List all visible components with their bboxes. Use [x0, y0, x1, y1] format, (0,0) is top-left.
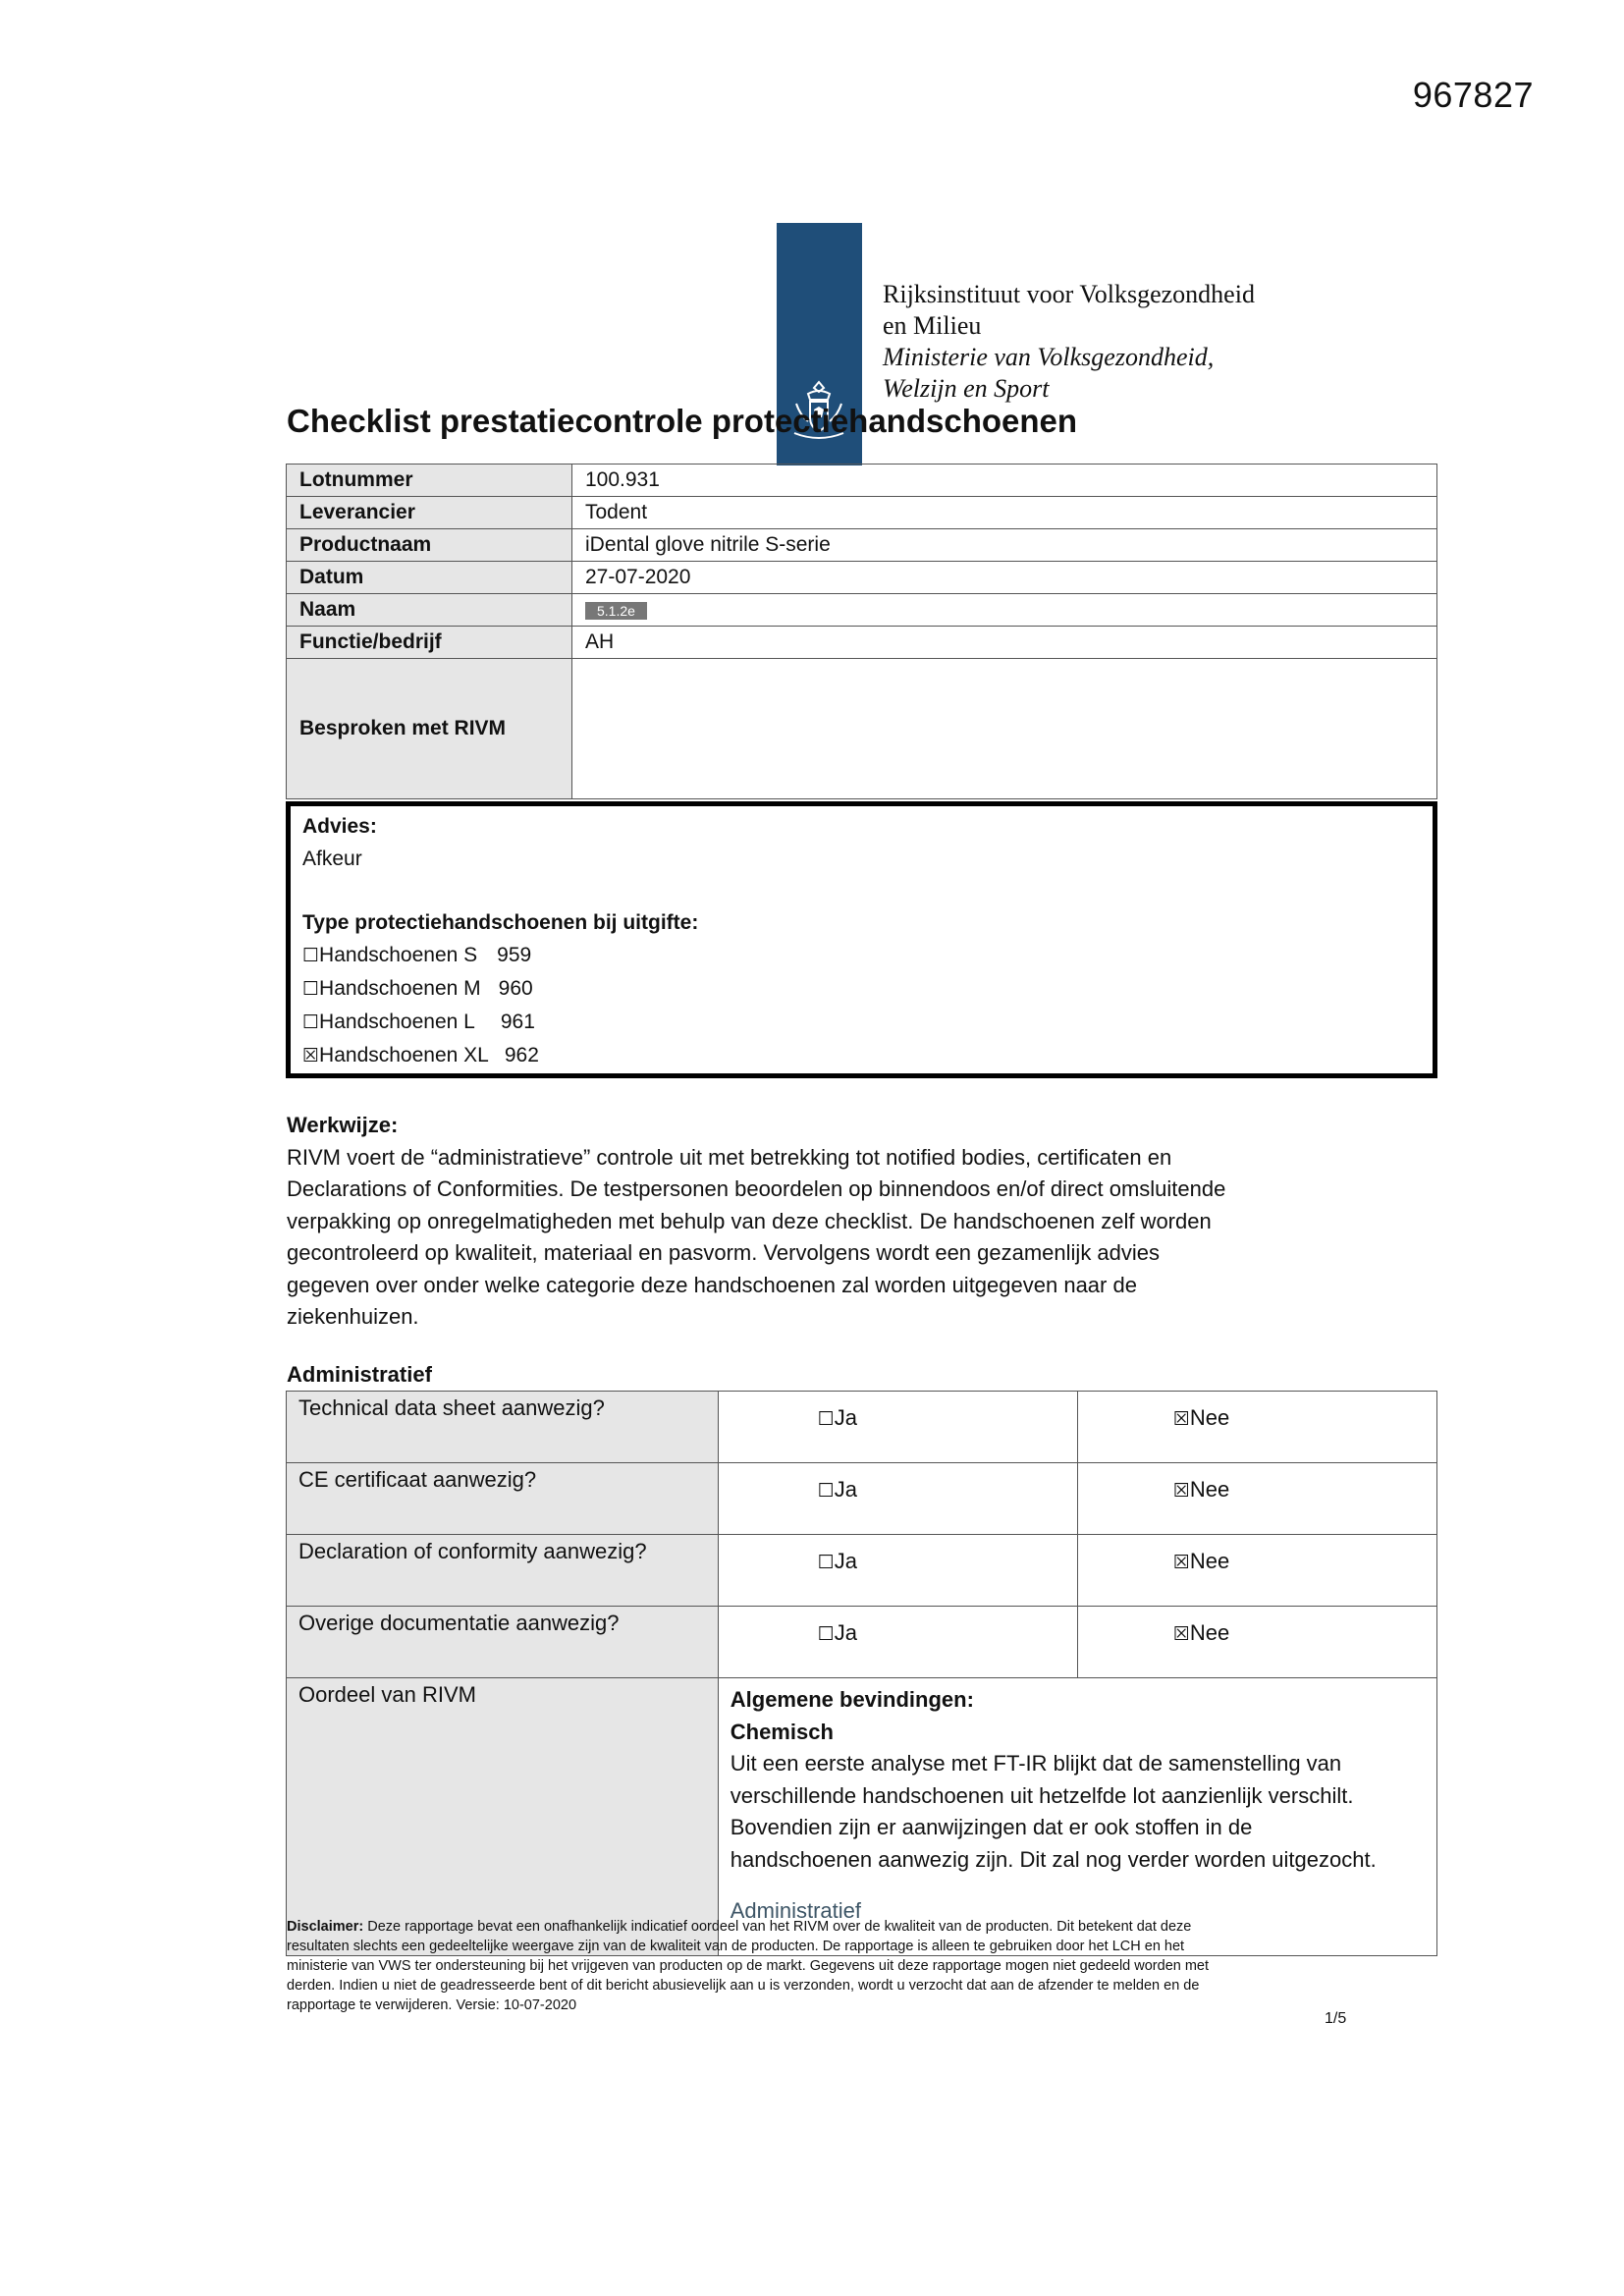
ja-label: Ja [834, 1405, 858, 1430]
glove-option-m [302, 972, 1421, 1006]
findings-line: Bovendien zijn er aanwijzingen dat er ook stoffen in de [730, 1815, 1253, 1839]
findings-line: handschoenen aanwezig zijn. Dit zal nog verder worden uitgezocht. [730, 1846, 1377, 1872]
nee-label: Nee [1189, 1477, 1230, 1502]
administratief-table [286, 1391, 1437, 1956]
advies-box [286, 801, 1437, 1078]
row-value [572, 659, 1437, 799]
row-value: Todent [572, 497, 1437, 529]
row-label: Datum [287, 562, 572, 594]
checkbox-checked-icon[interactable]: ☒ [302, 1045, 320, 1066]
option-ja [718, 1463, 1077, 1535]
question: Technical data sheet aanwezig? [287, 1392, 719, 1463]
disclaimer-line: rapportage te verwijderen. Versie: 10-07-2020 [287, 1997, 577, 2013]
table-row [287, 659, 1437, 799]
nee-label: Nee [1189, 1620, 1230, 1645]
page-title: Checklist prestatiecontrole protectiehandschoenen [287, 403, 1078, 439]
option-number: 961 [500, 1011, 535, 1033]
advies-label: Advies: [302, 815, 377, 838]
option-label: Handschoenen L [319, 1011, 475, 1033]
row-value [572, 594, 1437, 627]
table-row [287, 1463, 1437, 1535]
row-label: Productnaam [287, 529, 572, 562]
checkbox-icon[interactable]: ☐ [817, 1408, 835, 1430]
table-row [287, 1678, 1437, 1956]
row-label: Lotnummer [287, 465, 572, 497]
paragraph-line: gegeven over onder welke categorie deze handschoenen zal worden uitgegeven naar de [287, 1272, 1137, 1297]
row-label: Naam [287, 594, 572, 627]
disclaimer-line: resultaten slechts een gedeeltelijke weergave zijn van de kwaliteit van de producten. De rapportage is alleen te gebruiken door het LCH en het [287, 1939, 1185, 1954]
redaction-marker: 5.1.2e [585, 602, 647, 620]
checkbox-icon[interactable]: ☐ [302, 1011, 320, 1033]
ja-label: Ja [834, 1477, 858, 1502]
org-line-1: Rijksinstituut voor Volksgezondheid [883, 280, 1255, 308]
option-ja [718, 1392, 1077, 1463]
row-label: Besproken met RIVM [287, 659, 572, 799]
row-value: iDental glove nitrile S-serie [572, 529, 1437, 562]
checkbox-checked-icon[interactable]: ☒ [1172, 1408, 1190, 1430]
disclaimer-line: derden. Indien u niet de geadresseerde bent of dit bericht abusievelijk aan u is verzonden, wordt u verzocht dat aan de afzender te melden en de [287, 1978, 1200, 1994]
checkbox-checked-icon[interactable]: ☒ [1172, 1552, 1190, 1573]
checkbox-icon[interactable]: ☐ [817, 1623, 835, 1645]
advies-value: Afkeur [302, 847, 362, 870]
checkbox-icon[interactable]: ☐ [817, 1552, 835, 1573]
option-ja [718, 1607, 1077, 1678]
disclaimer-line: Deze rapportage bevat een onafhankelijk indicatief oordeel van het RIVM over de kwaliteit van de producten. Dit betekent dat deze [363, 1919, 1192, 1935]
option-label: Handschoenen XL [319, 1044, 489, 1066]
nee-label: Nee [1189, 1405, 1230, 1430]
table-row [287, 465, 1437, 497]
findings-heading: Algemene bevindingen: [730, 1687, 974, 1712]
paragraph-line: verpakking op onregelmatigheden met behulp van deze checklist. De handschoenen zelf worden [287, 1208, 1212, 1233]
paragraph-line: RIVM voert de “administratieve” controle uit met betrekking tot notified bodies, certificaten en [287, 1144, 1172, 1170]
row-label: Functie/bedrijf [287, 627, 572, 659]
glove-option-s [302, 939, 1421, 972]
nee-label: Nee [1189, 1549, 1230, 1573]
row-value: 100.931 [572, 465, 1437, 497]
checkbox-checked-icon[interactable]: ☒ [1172, 1623, 1190, 1645]
administratief-heading: Administratief [287, 1362, 432, 1387]
checkbox-icon[interactable]: ☐ [302, 945, 320, 966]
table-row [287, 529, 1437, 562]
org-line-4: Welzijn en Sport [883, 374, 1050, 403]
findings-footer: Administratief [730, 1898, 862, 1923]
type-label: Type protectiehandschoenen bij uitgifte: [302, 911, 699, 934]
ja-label: Ja [834, 1549, 858, 1573]
option-ja [718, 1535, 1077, 1607]
werkwijze-heading: Werkwijze: [287, 1113, 399, 1137]
table-row [287, 1392, 1437, 1463]
question: Declaration of conformity aanwezig? [287, 1535, 719, 1607]
row-value: AH [572, 627, 1437, 659]
option-number: 959 [497, 944, 532, 966]
question: Overige documentatie aanwezig? [287, 1607, 719, 1678]
ja-label: Ja [834, 1620, 858, 1645]
option-label: Handschoenen M [319, 977, 481, 1000]
findings-line: Uit een eerste analyse met FT-IR blijkt dat de samenstelling van [730, 1751, 1342, 1776]
disclaimer [287, 1917, 1347, 2015]
paragraph-line: ziekenhuizen. [287, 1304, 419, 1329]
row-label: Leverancier [287, 497, 572, 529]
table-row [287, 1535, 1437, 1607]
organization-name [883, 279, 1255, 405]
glove-option-xl [302, 1039, 1421, 1072]
option-label: Handschoenen S [319, 944, 478, 966]
option-number: 960 [498, 977, 533, 1000]
document-number: 967827 [1412, 75, 1534, 115]
table-row [287, 594, 1437, 627]
option-nee [1077, 1392, 1436, 1463]
disclaimer-label: Disclaimer: [287, 1919, 364, 1935]
paragraph-line: gecontroleerd op kwaliteit, materiaal en pasvorm. Vervolgens wordt een gezamenlijk advies [287, 1240, 1161, 1265]
option-nee [1077, 1607, 1436, 1678]
table-row [287, 627, 1437, 659]
disclaimer-line: ministerie van VWS ter ondersteuning bij het vrijgeven van producten op de markt. Gegevens uit deze rapportage mogen niet gedeeld worden met [287, 1958, 1210, 1974]
checkbox-icon[interactable]: ☐ [817, 1480, 835, 1502]
question: CE certificaat aanwezig? [287, 1463, 719, 1535]
checkbox-checked-icon[interactable]: ☒ [1172, 1480, 1190, 1502]
org-line-3: Ministerie van Volksgezondheid, [883, 343, 1215, 371]
findings-line: verschillende handschoenen uit hetzelfde lot aanzienlijk verschilt. [730, 1782, 1354, 1808]
option-nee [1077, 1535, 1436, 1607]
org-line-2: en Milieu [883, 311, 982, 340]
option-nee [1077, 1463, 1436, 1535]
page-number: 1/5 [1325, 2010, 1347, 2027]
werkwijze-section [287, 1110, 1426, 1334]
paragraph-line: Declarations of Conformities. De testpersonen beoordelen op binnendoos en/of direct omsluitende [287, 1176, 1226, 1201]
glove-option-l [302, 1006, 1421, 1039]
info-table [286, 464, 1437, 799]
option-number: 962 [504, 1044, 539, 1066]
checkbox-icon[interactable]: ☐ [302, 978, 320, 1000]
findings-subheading: Chemisch [730, 1719, 834, 1744]
findings-cell [718, 1678, 1436, 1956]
row-value: 27-07-2020 [572, 562, 1437, 594]
oordeel-label: Oordeel van RIVM [287, 1678, 719, 1956]
table-row [287, 562, 1437, 594]
table-row [287, 1607, 1437, 1678]
table-row [287, 497, 1437, 529]
